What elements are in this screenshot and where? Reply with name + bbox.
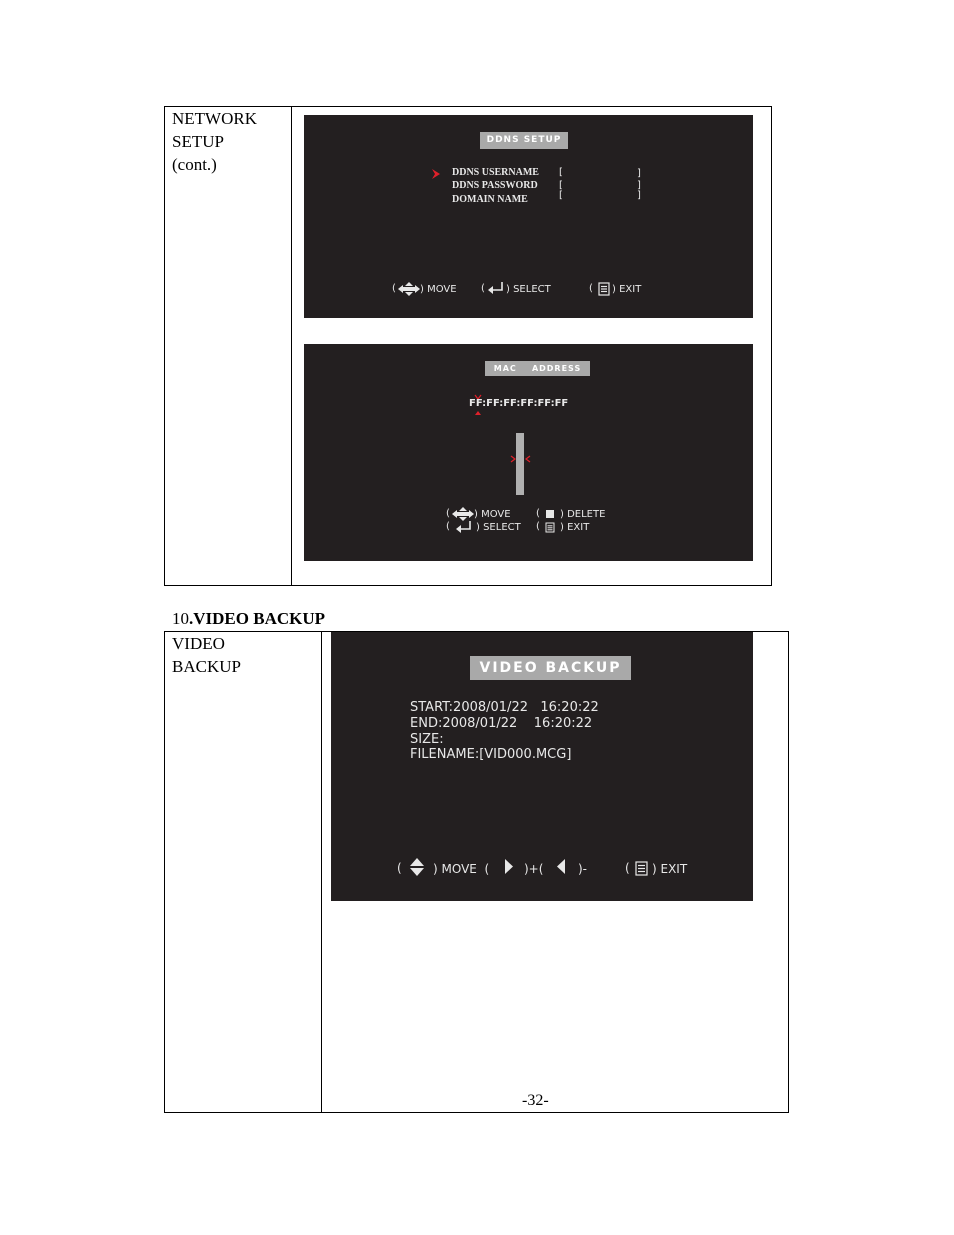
domain-name-field-close[interactable]: ] [637,190,641,201]
exit-hint: ) EXIT [560,522,590,533]
footer-open-paren: ( [392,283,396,294]
section-heading [172,609,325,629]
delete-hint: ) DELETE [560,509,606,520]
mac-address-screen [304,344,753,561]
filename-line[interactable]: FILENAME:[VID000.MCG] [410,747,572,762]
move-hint: ) MOVE [474,509,511,520]
cursor-down-marker-icon [474,410,482,416]
select-hint: ) SELECT [506,284,551,295]
ddns-username-field-open[interactable]: [ [559,167,563,178]
right-arrow-icon [504,859,514,874]
selector-left-arrow-icon [525,455,531,463]
minus-hint: )- [578,862,588,876]
ddns-username-field-close[interactable]: ] [637,168,641,179]
footer-open-paren: ( [397,861,402,875]
plus-hint: )+( [524,862,544,876]
move-hint: ) MOVE ( [433,862,490,876]
footer-open-paren: ( [536,508,540,519]
footer-open-paren: ( [536,521,540,532]
ddns-password-label[interactable]: DDNS PASSWORD [452,180,538,191]
mac-address-value[interactable]: FF:FF:FF:FF:FF:FF [469,398,569,409]
exit-hint: ) EXIT [612,284,642,295]
start-time-line[interactable]: START:2008/01/22 16:20:22 [410,700,599,715]
footer-open-paren-2: ( [625,861,630,875]
menu-icon [545,522,555,533]
ddns-password-field-close[interactable]: ] [637,180,641,191]
column-divider [321,632,322,1112]
character-selector-strip[interactable] [516,433,524,495]
exit-hint: ) EXIT [652,862,688,876]
footer-open-paren: ( [446,521,450,532]
ddns-setup-title: DDNS SETUP [480,132,568,149]
video-backup-label: VIDEO BACKUP [172,634,241,676]
footer-open-paren-3: ( [589,283,593,294]
size-line: SIZE: [410,732,444,747]
menu-icon [635,861,648,876]
video-backup-title: VIDEO BACKUP [470,656,631,680]
footer-open-paren: ( [446,508,450,519]
mac-address-title: MAC ADDRESS [485,361,590,376]
ddns-setup-screen [304,115,753,318]
menu-icon [598,282,610,296]
selector-right-arrow-icon [510,455,516,463]
network-setup-label: NETWORK SETUP (cont.) [172,109,257,174]
section-title: .VIDEO BACKUP [189,609,326,628]
section-number: 10 [172,609,189,628]
select-hint: ) SELECT [476,522,521,533]
up-down-arrow-icon [409,858,425,876]
left-arrow-icon [556,859,566,874]
four-way-arrow-icon [452,507,474,521]
domain-name-field-open[interactable]: [ [559,190,563,201]
enter-key-icon [455,520,473,534]
domain-name-label[interactable]: DOMAIN NAME [452,194,528,205]
four-way-arrow-icon [398,282,420,296]
delete-key-icon [546,510,554,518]
red-cursor-arrow-icon [430,168,442,180]
move-hint: ) MOVE [420,284,457,295]
column-divider [291,107,292,585]
video-backup-screen [331,632,753,901]
end-time-line[interactable]: END:2008/01/22 16:20:22 [410,716,593,731]
footer-open-paren-2: ( [481,283,485,294]
page-number: -32- [522,1092,549,1109]
ddns-username-label[interactable]: DDNS USERNAME [452,167,539,178]
ddns-password-field-open[interactable]: [ [559,180,563,191]
enter-key-icon [487,281,505,295]
